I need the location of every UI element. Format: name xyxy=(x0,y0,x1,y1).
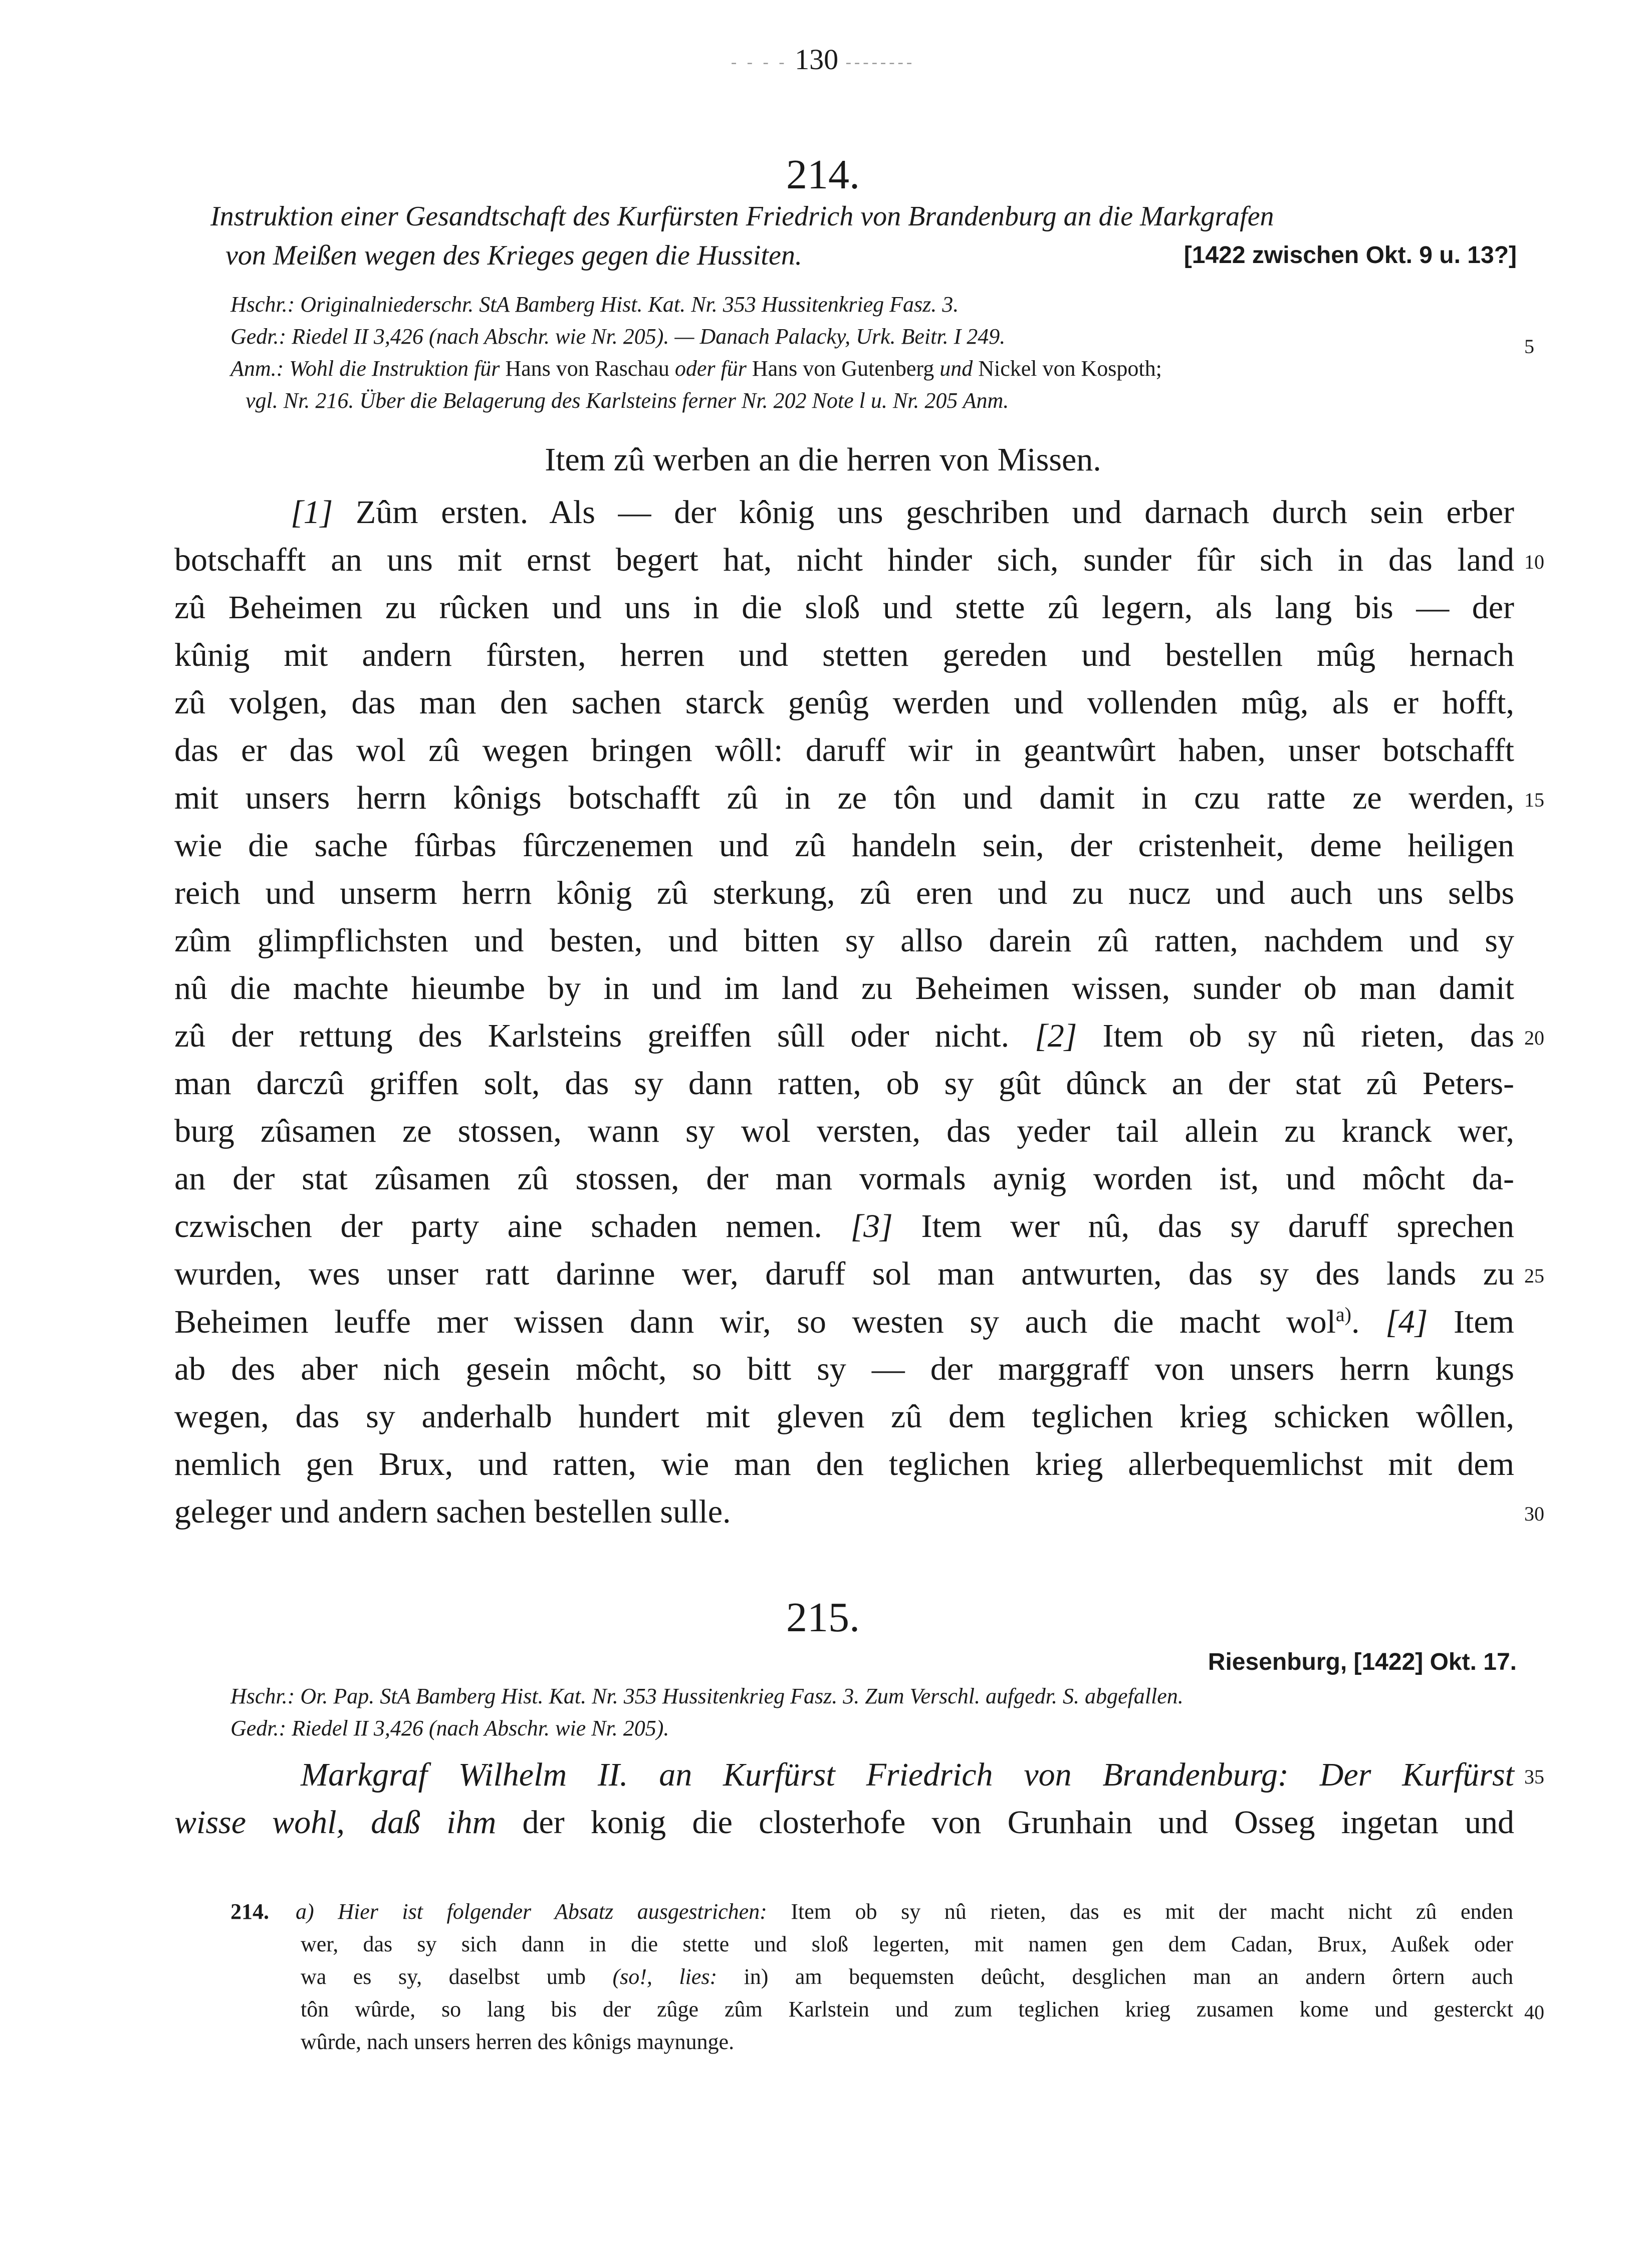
text-line: ab des aber nich gesein môcht, so bitt sy — der marggraff von unsers herrn kungs xyxy=(174,1351,1514,1387)
line-number: 25 xyxy=(1524,1265,1544,1287)
text-line: das er das wol zû wegen bringen wôll: daruff wir in geantwûrt haben, unser botschafft xyxy=(174,732,1514,769)
line-number: 5 xyxy=(1524,335,1534,358)
line-number: 40 xyxy=(1524,2001,1544,2024)
regest-line-2: wisse wohl, daß ihm der konig die closterhofe von Grunhain und Osseg ingetan und xyxy=(174,1804,1514,1841)
text-line: man darczû griffen solt, das sy dann ratten, ob sy gût dûnck an der stat zû Peters- xyxy=(174,1065,1514,1102)
text-line: czwischen der party aine schaden nemen. [3] Item wer nû, das sy daruff sprechen xyxy=(174,1208,1514,1244)
source-printed: Gedr.: Riedel II 3,426 (nach Abschr. wie Nr. 205). — Danach Palacky, Urk. Beitr. I 249. xyxy=(230,324,1006,349)
text-line: nemlich gen Brux, und ratten, wie man den teglichen krieg allerbequemlichst mit dem xyxy=(174,1446,1514,1482)
annotation-line-1: Anm.: Wohl die Instruktion für Hans von Raschau oder für Hans von Gutenberg und Nickel von Kospoth; xyxy=(230,356,1162,381)
page-number: - - - - 130 -------- xyxy=(731,43,915,76)
text-line: wie die sache fûrbas fûrczenemen und zû handeln sein, der cristenheit, deme heiligen xyxy=(174,827,1514,864)
text-line: nû die machte hieumbe by in und im land zu Beheimen wissen, sunder ob man damit xyxy=(174,970,1514,1006)
text-line: Beheimen leuffe mer wissen dann wir, so westen sy auch die macht wol$^{a)}$. [4] Item xyxy=(174,1303,1514,1340)
footnote-marker: a) xyxy=(1335,1303,1351,1326)
header-rule-right: -------- xyxy=(845,53,915,72)
text-line: burg zûsamen ze stossen, wann sy wol versten, das yeder tail allein zu kranck wer, xyxy=(174,1113,1514,1149)
line-number: 15 xyxy=(1524,789,1544,811)
footnote-line: wer, das sy sich dann in die stette und sloß legerten, mit namen gen dem Cadan, Brux, Außek oder xyxy=(301,1932,1513,1956)
regest-line-1: Markgraf Wilhelm II. an Kurfürst Friedrich von Brandenburg: Der Kurfürst xyxy=(301,1756,1514,1793)
text-line: botschafft an uns mit ernst begert hat, nicht hinder sich, sunder fûr sich in das land xyxy=(174,542,1514,578)
text-line: [1] Zûm ersten. Als — der kônig uns geschriben und darnach durch sein erber xyxy=(291,494,1515,531)
text-line: an der stat zûsamen zû stossen, der man vormals aynig worden ist, und môcht da- xyxy=(174,1160,1514,1197)
source-printed-215: Gedr.: Riedel II 3,426 (nach Abschr. wie Nr. 205). xyxy=(230,1716,669,1740)
source-manuscript: Hschr.: Originalniederschr. StA Bamberg Hist. Kat. Nr. 353 Hussitenkrieg Fasz. 3. xyxy=(230,292,959,317)
text-line: wegen, das sy anderhalb hundert mit gleven zû dem teglichen krieg schicken wôllen, xyxy=(174,1398,1514,1435)
source-manuscript-215: Hschr.: Or. Pap. StA Bamberg Hist. Kat. Nr. 353 Hussitenkrieg Fasz. 3. Zum Verschl. aufgedr. S. abgefallen. xyxy=(230,1684,1184,1708)
line-number: 35 xyxy=(1524,1766,1544,1788)
section-heading: Item zû werben an die herren von Missen. xyxy=(545,441,1101,478)
document-number-214: 214. xyxy=(786,151,860,198)
footnote-line: tôn wûrde, so lang bis der zûge zûm Karlstein und zum teglichen krieg zusamen kome und gesterckt xyxy=(301,1997,1513,2022)
text-line: kûnig mit andern fûrsten, herren und stetten gereden und bestellen mûg hernach xyxy=(174,637,1514,673)
annotation-line-2: vgl. Nr. 216. Über die Belagerung des Karlsteins ferner Nr. 202 Note l u. Nr. 205 Anm. xyxy=(246,388,1009,413)
text-line: geleger und andern sachen bestellen sulle. xyxy=(174,1493,731,1530)
footnote-line: a) Hier ist folgender Absatz ausgestrichen: Item ob sy nû rieten, das es mit der macht nicht zû enden xyxy=(296,1899,1514,1924)
line-number: 10 xyxy=(1524,551,1544,573)
document-title-line-2: von Meißen wegen des Krieges gegen die Hussiten. xyxy=(225,240,802,271)
footnote-label: 214. xyxy=(230,1899,269,1924)
document-date: [1422 zwischen Okt. 9 u. 13?] xyxy=(1184,242,1517,269)
text-line: zûm glimpflichsten und besten, und bitten sy allso darein zû ratten, nachdem und sy xyxy=(174,922,1514,959)
line-number: 20 xyxy=(1524,1027,1544,1049)
text-line: reich und unserm herrn kônig zû sterkung, zû eren und zu nucz und auch uns selbs xyxy=(174,875,1514,911)
footnote-line: wûrde, nach unsers herren des kônigs maynunge. xyxy=(301,2030,735,2054)
text-line: zû volgen, das man den sachen starck genûg werden und vollenden mûg, als er hofft, xyxy=(174,684,1514,721)
text-line: wurden, wes unser ratt darinne wer, daruff sol man antwurten, das sy des lands zu xyxy=(174,1255,1514,1292)
text-line: zû der rettung des Karlsteins greiffen sûll oder nicht. [2] Item ob sy nû rieten, das xyxy=(174,1018,1514,1054)
document-place-date: Riesenburg, [1422] Okt. 17. xyxy=(1208,1649,1517,1675)
document-number-215: 215. xyxy=(786,1594,860,1641)
footnote-line: wa es sy, daselbst umb (so!, lies: in) am bequemsten deûcht, desglichen man an andern ôrtern auch xyxy=(301,1964,1513,1989)
document-title-line-1: Instruktion einer Gesandtschaft des Kurfürsten Friedrich von Brandenburg an die Markgrafen xyxy=(210,201,1274,232)
header-rule-left: - - - - xyxy=(731,53,788,72)
text-line: zû Beheimen zu rûcken und uns in die sloß und stette zû legern, als lang bis — der xyxy=(174,589,1514,626)
text-line: mit unsers herrn kônigs botschafft zû in ze tôn und damit in czu ratte ze werden, xyxy=(174,780,1514,816)
line-number: 30 xyxy=(1524,1502,1544,1525)
